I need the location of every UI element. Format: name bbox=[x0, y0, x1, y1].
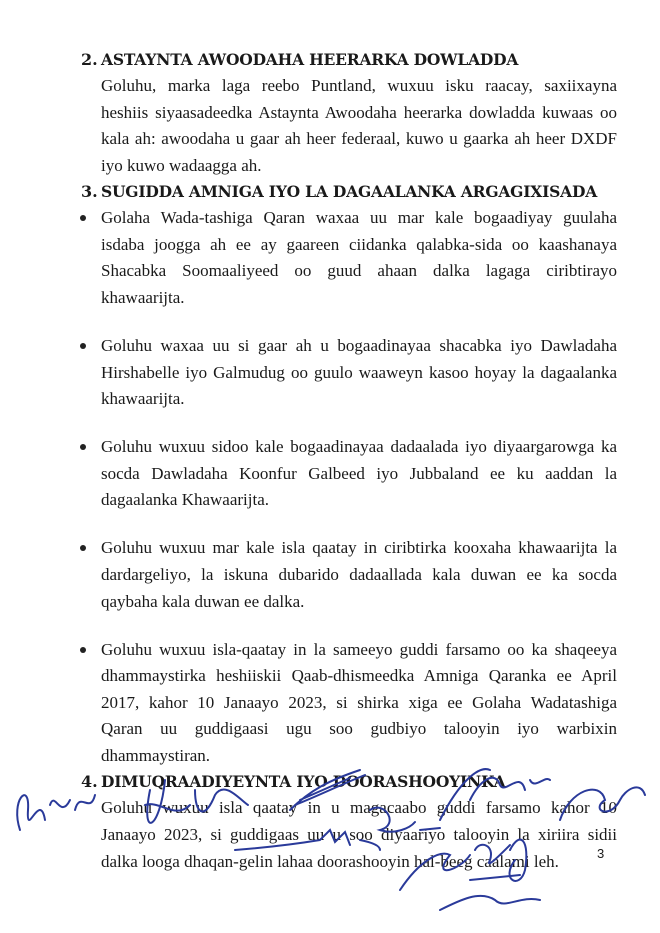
paragraph-line: Janaayo 2023, si guddigaas uu u soo diyaariyo talooyin la xiriira sidii bbox=[101, 825, 617, 844]
paragraph-line: socda Dawladaha Koonfur Galbeed iyo Jubbaland ee ku aaddan la bbox=[101, 463, 617, 483]
signature-9 bbox=[560, 787, 645, 820]
paragraph-line: Golaha Wada-tashiga Qaran waxaa uu mar kale bogaadiyay guulaha bbox=[101, 208, 617, 228]
bullet-icon bbox=[80, 444, 86, 450]
signature-1 bbox=[17, 795, 95, 830]
bullet-icon bbox=[80, 545, 86, 551]
bullet-icon bbox=[80, 647, 86, 653]
paragraph-line: khawaarijta. bbox=[101, 389, 185, 409]
paragraph-line: dardargeliyo, la iskuna dubarido dadaallada kala duwan ee ka socda bbox=[101, 565, 617, 584]
signature-7 bbox=[400, 840, 526, 890]
signature-8 bbox=[440, 875, 540, 910]
paragraph-line: Goluhu, marka laga reebo Puntland, wuxuu isku raacay, saxiixayna bbox=[101, 76, 617, 95]
section-number: 4. bbox=[81, 772, 98, 792]
page-number: 3 bbox=[597, 846, 605, 861]
paragraph-line: dhammaystirka heshiiskii Qaab-dhismeedka Amniga Qaranka ee April bbox=[101, 666, 617, 686]
section-number: 3. bbox=[81, 182, 98, 202]
paragraph-line: Shacabka Soomaaliyeed oo guud ahaan dalka lagaga ciribtirayo bbox=[101, 261, 617, 281]
section-heading: SUGIDDA AMNIGA IYO LA DAGAALANKA ARGAGIXISADA bbox=[101, 182, 598, 202]
signatures bbox=[0, 760, 660, 933]
paragraph-line: qaybaha kala duwan ee dalka. bbox=[101, 591, 305, 611]
paragraph-line: Goluhu waxaa uu si gaar ah u bogaadinayaa shacabka iyo Dawladaha bbox=[101, 336, 617, 355]
signature-5 bbox=[370, 808, 440, 832]
paragraph-line: 2017, kahor 10 Janaayo 2023, si shirka xiga ee Golaha Wadatashiga bbox=[101, 692, 617, 712]
signature-6 bbox=[440, 769, 550, 820]
signature-4 bbox=[235, 830, 380, 850]
paragraph-line: Goluhu wuxuu mar kale isla qaatay in ciribtirka kooxaha khawaarijta la bbox=[101, 538, 617, 558]
bullet-icon bbox=[80, 215, 86, 221]
signature-3 bbox=[290, 770, 365, 810]
paragraph-line: dhammaystiran. bbox=[101, 746, 211, 765]
paragraph-line: iyo kuwo wadaagga ah. bbox=[101, 155, 262, 175]
paragraph-line: Goluhu wuxuu isla qaatay in u magacaabo guddi farsamo kahor 10 bbox=[101, 798, 617, 818]
signature-2 bbox=[145, 780, 248, 823]
paragraph-line: Goluhu wuxuu isla-qaatay in la sameeyo guddi farsamo oo ka shaqeeya bbox=[101, 639, 617, 659]
section-number: 2. bbox=[81, 50, 98, 69]
paragraph-line: Goluhu wuxuu sidoo kale bogaadinayaa dadaalada iyo diyaargarowga ka bbox=[101, 437, 617, 457]
paragraph-line: Qaran uu guddigaasi ugu soo gudbiyo talooyin iyo warbixin bbox=[101, 719, 617, 739]
section-heading: DIMUQRAADIYEYNTA IYO DOORASHOOYINKA bbox=[101, 772, 506, 792]
paragraph-line: kala ah: awoodaha u gaar ah heer federaal, kuwo u gaarka ah heer DXDF bbox=[101, 129, 617, 149]
paragraph-line: khawaarijta. bbox=[101, 288, 185, 307]
paragraph-line: dalka looga dhaqan-gelin lahaa doorashooyin hal-beeg caalami leh. bbox=[101, 851, 559, 871]
section-heading: ASTAYNTA AWOODAHA HEERARKA DOWLADDA bbox=[101, 50, 519, 69]
bullet-icon bbox=[80, 343, 86, 349]
paragraph-line: dagaalanka Khawaarijta. bbox=[101, 490, 270, 510]
paragraph-line: heshiis siyaasadeedka Astaynta Awoodaha heerarka dowladda kuwaas oo bbox=[101, 102, 617, 122]
paragraph-line: Hirshabelle iyo Galmudug oo guulo waaweyn kasoo hoyay la dagaalanka bbox=[101, 362, 617, 382]
paragraph-line: isdaba joogga ah ee ay gaareen ciidanka qalabka-sida oo kaashanaya bbox=[101, 234, 617, 254]
